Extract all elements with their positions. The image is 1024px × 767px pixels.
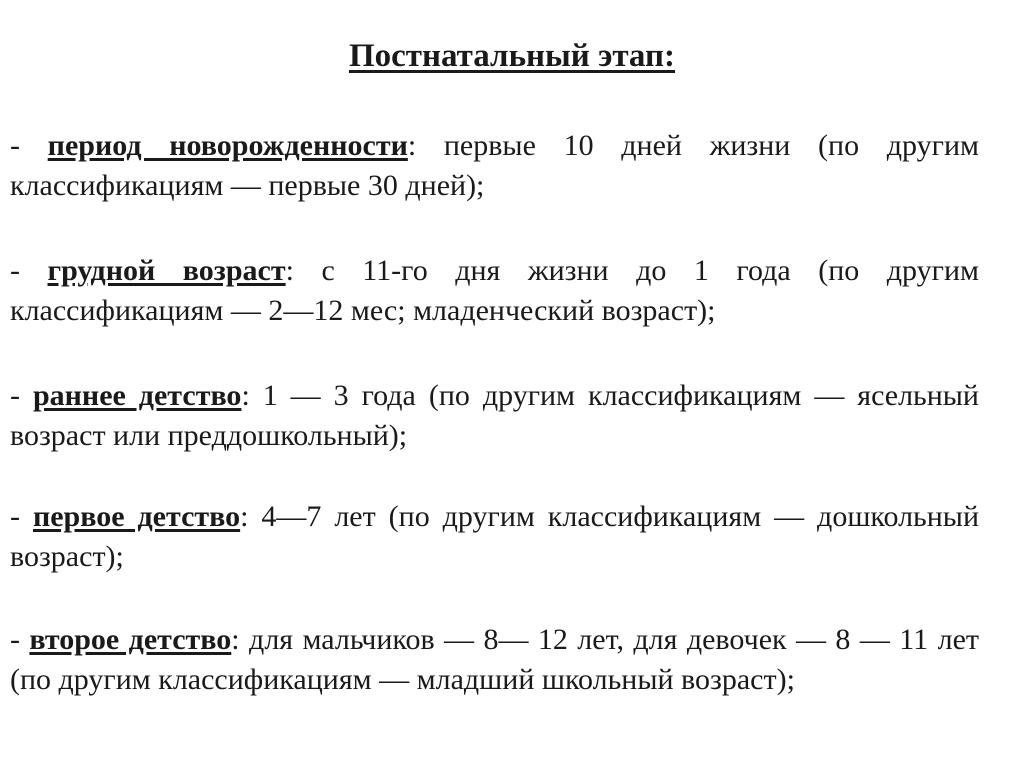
item-term: период новорожденности <box>47 129 408 162</box>
item-description: : 1 — 3 года (по другим классификациям — ясельный возраст или преддошкольный); <box>10 379 979 452</box>
item-description: : первые 10 дней жизни (по другим классификациям — первые 30 дней); <box>10 129 979 202</box>
list-item-early-childhood <box>10 376 979 456</box>
item-description: : 4—7 лет (по другим классификациям — дошкольный возраст); <box>10 500 979 573</box>
item-term: грудной возраст <box>47 254 286 287</box>
item-dash: - <box>10 379 33 412</box>
item-dash: - <box>10 500 33 533</box>
list-item-first-childhood <box>10 497 979 577</box>
list-item-infancy <box>10 251 979 331</box>
item-term: раннее детство <box>32 379 242 412</box>
slide-title: Постнатальный этап: <box>348 38 676 74</box>
item-dash: - <box>10 254 48 287</box>
item-description: : для мальчиков — 8— 12 лет, для девочек — 8 — 11 лет (по другим классификациям — младший школьный возраст); <box>10 623 980 696</box>
item-description: : с 11-го дня жизни до 1 года (по другим классификациям — 2—12 мес; младенческий возраст); <box>10 254 979 327</box>
item-term: первое детство <box>32 500 241 533</box>
list-item-second-childhood <box>10 620 979 700</box>
item-term: второе детство <box>29 623 232 656</box>
list-item-newborn-period <box>10 126 979 206</box>
item-dash: - <box>10 129 48 162</box>
item-dash: - <box>10 623 30 656</box>
